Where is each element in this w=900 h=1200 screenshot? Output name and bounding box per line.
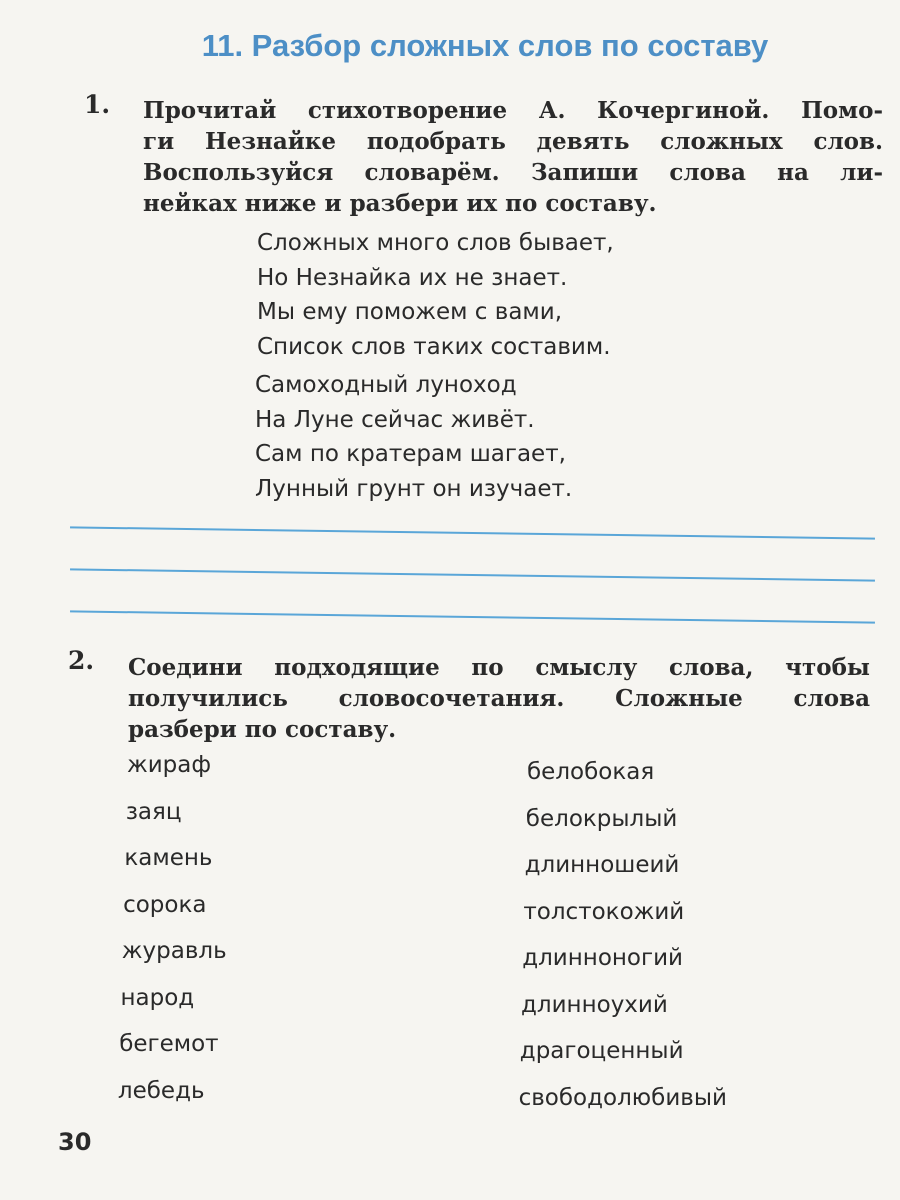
right-word[interactable]: свободолюбивый <box>518 1084 727 1111</box>
poem-stanza <box>257 226 614 364</box>
left-word[interactable]: жираф <box>127 752 212 778</box>
left-word[interactable]: лебедь <box>117 1077 205 1104</box>
poem-line: Сам по кратерам шагает, <box>255 441 566 467</box>
poem-line: Но Незнайка их не знает. <box>257 264 568 291</box>
right-word[interactable]: длинношеий <box>524 852 680 878</box>
left-word[interactable]: заяц <box>125 798 182 825</box>
poem-line: На Луне сейчас живёт. <box>255 406 535 433</box>
poem <box>257 226 614 510</box>
right-word[interactable]: белобокая <box>527 759 655 785</box>
left-word[interactable]: народ <box>120 984 195 1011</box>
instruction-line: Прочитай стихотворение А. Кочергиной. Помо- <box>143 97 883 124</box>
poem-line: Список слов таких составим. <box>257 333 611 360</box>
instruction-line: разбери по составу. <box>128 716 397 743</box>
instruction-line: ги Незнайке подобрать девять сложных слов. <box>143 128 883 155</box>
instruction-line: Воспользуйся словарём. Запиши слова на ли- <box>143 159 883 186</box>
instruction-line: Соедини подходящие по смыслу слова, чтобы <box>128 654 870 681</box>
left-word[interactable]: камень <box>124 845 213 871</box>
poem-stanza <box>255 368 614 506</box>
writing-line[interactable] <box>70 610 875 623</box>
poem-line: Сложных много слов бывает, <box>257 230 614 256</box>
task-2-number: 2. <box>68 646 95 675</box>
writing-line[interactable] <box>70 568 875 581</box>
right-word[interactable]: драгоценный <box>519 1038 684 1064</box>
right-word[interactable]: длинноногий <box>522 945 683 971</box>
page-title: 11. Разбор сложных слов по составу <box>201 28 769 63</box>
instruction-line: нейках ниже и разбери их по составу. <box>143 190 657 217</box>
right-word[interactable]: толстокожий <box>523 898 685 925</box>
instruction-line: получились словосочетания. Сложные слова <box>128 685 870 712</box>
writing-line[interactable] <box>70 526 875 539</box>
poem-line: Самоходный луноход <box>255 372 517 398</box>
page-number: 30 <box>58 1128 92 1156</box>
task-1-number: 1. <box>84 90 111 119</box>
left-word[interactable]: бегемот <box>119 1031 219 1057</box>
task-2-instructions <box>128 652 870 745</box>
poem-line: Мы ему поможем с вами, <box>257 299 563 325</box>
right-word[interactable]: длинноухий <box>521 991 668 1018</box>
right-word[interactable]: белокрылый <box>525 805 678 832</box>
task-1-instructions <box>143 95 883 219</box>
poem-line: Лунный грунт он изучает. <box>255 475 573 502</box>
left-word[interactable]: журавль <box>121 938 227 964</box>
left-word[interactable]: сорока <box>123 891 207 918</box>
